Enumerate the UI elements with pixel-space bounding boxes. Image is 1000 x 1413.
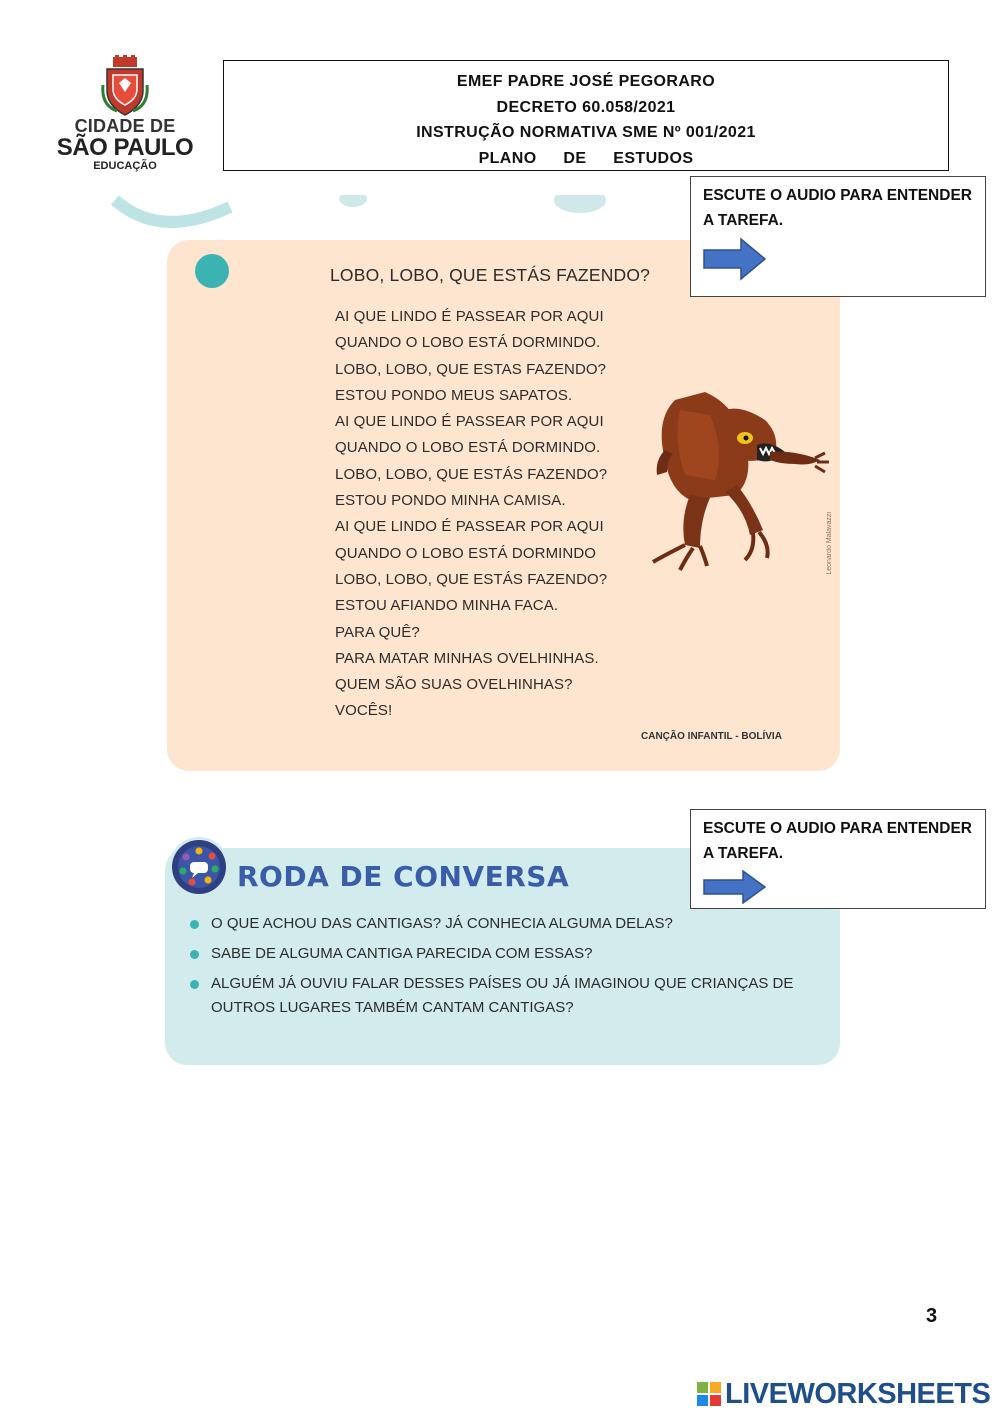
liveworksheets-logo[interactable]: [697, 1378, 990, 1410]
lyric-line: QUANDO O LOBO ESTÁ DORMINDO.: [335, 439, 601, 457]
illustration-credit: Leonardo Malavazzi: [826, 512, 833, 575]
lyric-line: ESTOU AFIANDO MINHA FACA.: [335, 597, 559, 615]
song-lyrics: [335, 304, 607, 725]
song-credit: CANÇÃO INFANTIL - BOLÍVIA: [641, 731, 782, 742]
logo-department: EDUCAÇÃO: [93, 160, 157, 172]
plan-title: PLANO DE ESTUDOS: [478, 149, 694, 167]
lyric-line: QUANDO O LOBO ESTÁ DORMINDO: [335, 544, 597, 562]
lyric-line: LOBO, LOBO, QUE ESTÁS FAZENDO?: [335, 465, 608, 483]
logo-city-line2: SÃO PAULO: [56, 134, 194, 161]
audio-instruction-box[interactable]: [690, 809, 986, 909]
school-name: EMEF PADRE JOSÉ PEGORARO: [456, 73, 716, 90]
school-header: [223, 60, 949, 171]
question-item: [190, 912, 835, 936]
conversation-circle-icon: [168, 836, 230, 898]
lyric-line: LOBO, LOBO, QUE ESTAS FAZENDO?: [335, 360, 607, 378]
bullet-dot: [190, 980, 199, 989]
roda-questions: [190, 912, 835, 1026]
liveworksheets-logo-icon: [697, 1382, 721, 1406]
lyric-line: AI QUE LINDO É PASSEAR POR AQUI: [335, 308, 604, 325]
bullet-dot: [190, 950, 199, 959]
roda-title: RODA DE CONVERSA: [237, 860, 570, 893]
arrow-right-icon[interactable]: [703, 870, 767, 904]
lyric-line: LOBO, LOBO, QUE ESTÁS FAZENDO?: [335, 570, 608, 588]
lyric-line: PARA QUÊ?: [335, 623, 420, 641]
liveworksheets-brand: LIVEWORKSHEETS: [725, 1377, 991, 1410]
city-logo: [55, 55, 195, 180]
lyric-line: QUEM SÃO SUAS OVELHINHAS?: [335, 676, 573, 694]
lyric-line: QUANDO O LOBO ESTÁ DORMINDO.: [335, 334, 601, 352]
lyric-line: ESTOU PONDO MINHA CAMISA.: [335, 492, 566, 510]
question-item: [190, 942, 835, 966]
audio-instruction-text: ESCUTE O AUDIO PARA ENTENDER A TAREFA.: [703, 187, 972, 229]
lyric-line: PARA MATAR MINHAS OVELHINHAS.: [335, 649, 599, 667]
audio-instruction-box[interactable]: [690, 176, 986, 297]
bullet-dot: [190, 920, 199, 929]
page-number: 3: [926, 1305, 938, 1327]
lyric-line: AI QUE LINDO É PASSEAR POR AQUI: [335, 413, 604, 431]
city-coat-of-arms-icon: [101, 55, 149, 117]
decree: DECRETO 60.058/2021: [496, 98, 676, 116]
song-title: LOBO, LOBO, QUE ESTÁS FAZENDO?: [330, 265, 651, 285]
question-text: SABE DE ALGUMA CANTIGA PARECIDA COM ESSAS?: [211, 945, 593, 962]
lyric-line: AI QUE LINDO É PASSEAR POR AQUI: [335, 518, 604, 536]
lyric-line: VOCÊS!: [335, 702, 393, 720]
wolf-illustration-icon: [645, 380, 835, 575]
question-text: ALGUÉM JÁ OUVIU FALAR DESSES PAÍSES OU JÁ IMAGINOU QUE CRIANÇAS DE OUTROS LUGARES TAMBÉM CANTAM CANTIGAS?: [211, 975, 794, 1016]
logo-city-line1: CIDADE DE: [74, 116, 176, 136]
instruction: INSTRUÇÃO NORMATIVA SME Nº 001/2021: [416, 124, 756, 141]
question-text: O QUE ACHOU DAS CANTIGAS? JÁ CONHECIA ALGUMA DELAS?: [211, 915, 673, 932]
audio-instruction-text: ESCUTE O AUDIO PARA ENTENDER A TAREFA.: [703, 820, 972, 862]
question-item: [190, 972, 835, 1020]
decorative-circles: [100, 195, 620, 235]
lyric-line: ESTOU PONDO MEUS SAPATOS.: [335, 386, 573, 404]
arrow-right-icon[interactable]: [703, 237, 767, 281]
song-bullet-dot: [195, 254, 229, 288]
